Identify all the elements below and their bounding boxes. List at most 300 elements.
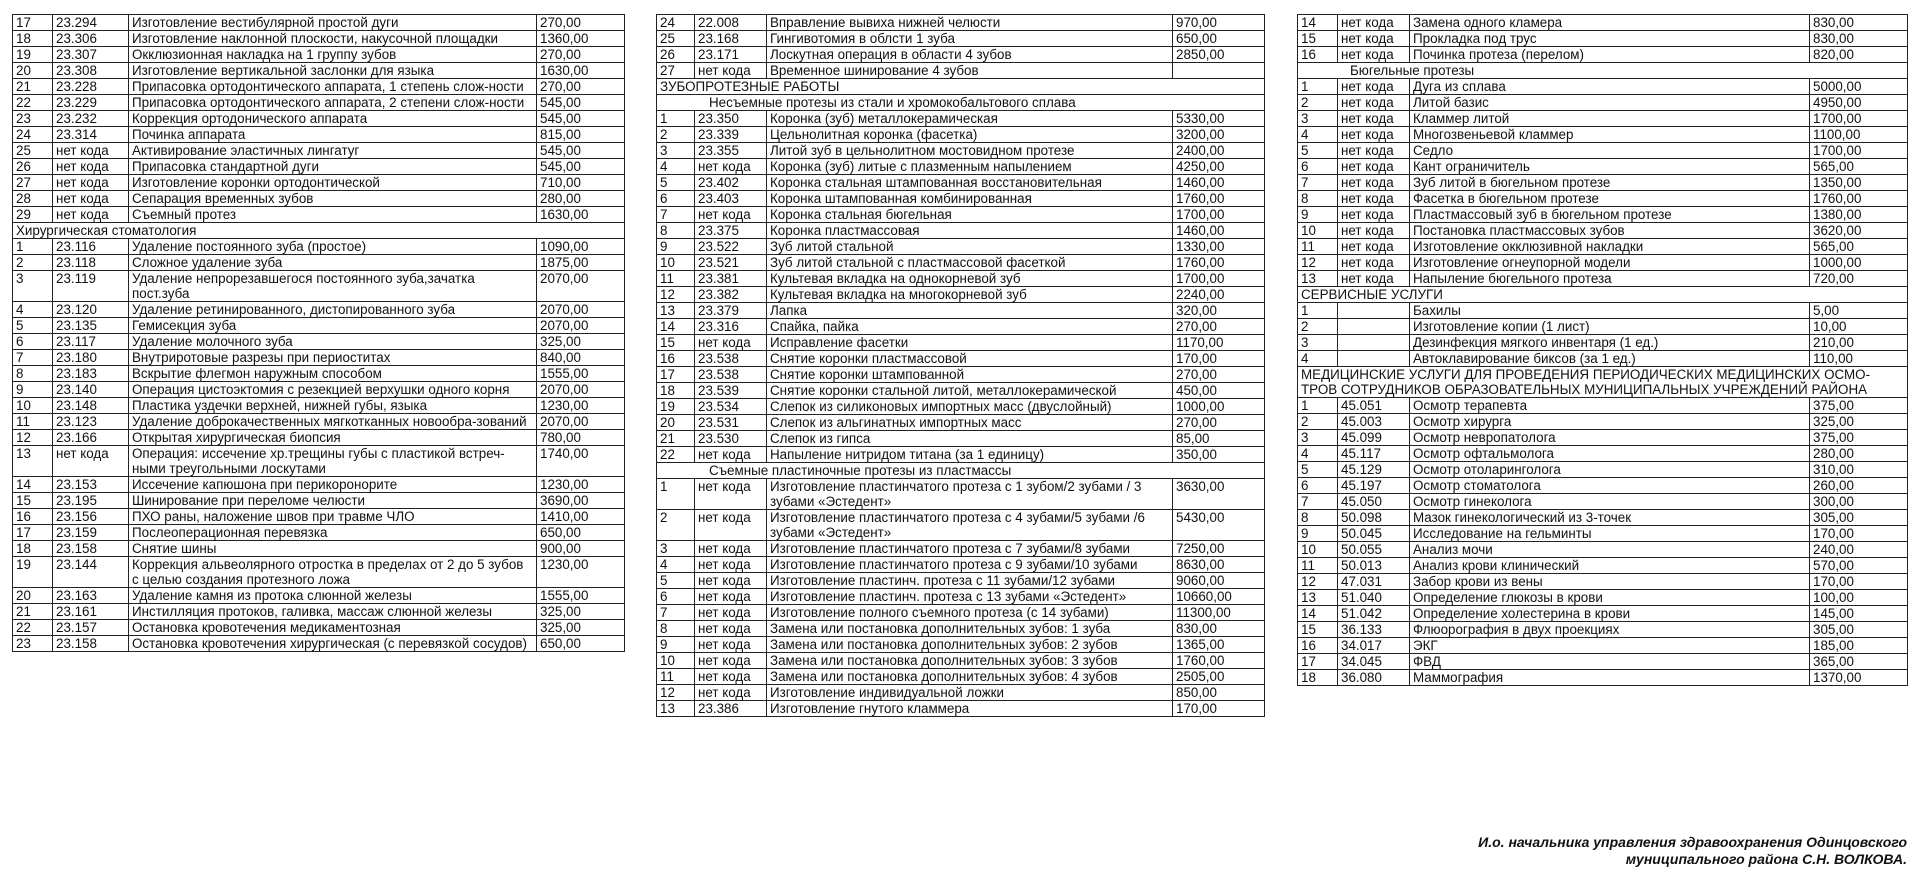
row-number: 7 bbox=[657, 605, 695, 621]
row-number: 1 bbox=[657, 111, 695, 127]
service-price: 1000,00 bbox=[1173, 399, 1265, 415]
table-row bbox=[13, 604, 625, 620]
table-row bbox=[13, 271, 625, 302]
service-price: 100,00 bbox=[1810, 590, 1908, 606]
service-code: нет кода bbox=[695, 207, 767, 223]
row-number: 26 bbox=[657, 47, 695, 63]
service-name: Напыление бюгельного протеза bbox=[1410, 271, 1810, 287]
service-name: Послеоперационная перевязка bbox=[129, 525, 537, 541]
service-code: нет кода bbox=[695, 541, 767, 557]
service-name: Изготовление копии (1 лист) bbox=[1410, 319, 1810, 335]
service-code: нет кода bbox=[695, 605, 767, 621]
row-number: 28 bbox=[13, 191, 53, 207]
row-number: 6 bbox=[1298, 159, 1338, 175]
service-name: Внутриротовые разрезы при периоститах bbox=[129, 350, 537, 366]
service-price: 4250,00 bbox=[1173, 159, 1265, 175]
table-row bbox=[657, 239, 1265, 255]
service-name: Исследование на гельминты bbox=[1410, 526, 1810, 542]
service-code: нет кода bbox=[53, 159, 129, 175]
service-code: нет кода bbox=[695, 685, 767, 701]
table-row bbox=[13, 31, 625, 47]
table-row bbox=[13, 493, 625, 509]
row-number: 22 bbox=[13, 620, 53, 636]
row-number: 7 bbox=[657, 207, 695, 223]
service-price: 5,00 bbox=[1810, 303, 1908, 319]
service-code: 23.538 bbox=[695, 367, 767, 383]
service-price: 320,00 bbox=[1173, 303, 1265, 319]
subsection-header-row bbox=[657, 95, 1265, 111]
row-number: 17 bbox=[13, 525, 53, 541]
row-number: 7 bbox=[1298, 494, 1338, 510]
service-code: 23.120 bbox=[53, 302, 129, 318]
service-code: нет кода bbox=[1338, 47, 1410, 63]
table-row bbox=[1298, 542, 1908, 558]
section-title: МЕДИЦИНСКИЕ УСЛУГИ ДЛЯ ПРОВЕДЕНИЯ ПЕРИОДИЧЕСКИХ МЕДИЦИНСКИХ ОСМО-ТРОВ СОТРУДНИКОВ ОБРАЗОВАТЕЛЬНЫХ МУНИЦИПАЛЬНЫХ УЧРЕЖДЕНИЙ РАЙОНА bbox=[1298, 367, 1908, 398]
service-price: 240,00 bbox=[1810, 542, 1908, 558]
table-row bbox=[657, 303, 1265, 319]
service-code: нет кода bbox=[695, 653, 767, 669]
service-code: 22.008 bbox=[695, 15, 767, 31]
service-name: Коронка стальная штампованная восстановительная bbox=[767, 175, 1173, 191]
service-code: 23.157 bbox=[53, 620, 129, 636]
service-price: 2505,00 bbox=[1173, 669, 1265, 685]
table-row bbox=[13, 525, 625, 541]
service-price: 1000,00 bbox=[1810, 255, 1908, 271]
table-row bbox=[13, 63, 625, 79]
table-row bbox=[1298, 430, 1908, 446]
service-code: нет кода bbox=[1338, 15, 1410, 31]
service-name: Остановка кровотечения хирургическая (с перевязкой сосудов) bbox=[129, 636, 537, 652]
service-name: Припасовка ортодонтического аппарата, 1 степень слож-ности bbox=[129, 79, 537, 95]
service-name: Цельнолитная коронка (фасетка) bbox=[767, 127, 1173, 143]
row-number: 20 bbox=[657, 415, 695, 431]
service-price: 1555,00 bbox=[537, 588, 625, 604]
service-code: 23.307 bbox=[53, 47, 129, 63]
row-number: 1 bbox=[657, 479, 695, 510]
service-name: Снятие коронки штампованной bbox=[767, 367, 1173, 383]
service-price: 1700,00 bbox=[1173, 271, 1265, 287]
table-row bbox=[13, 541, 625, 557]
service-name: Определение глюкозы в крови bbox=[1410, 590, 1810, 606]
table-row bbox=[13, 636, 625, 652]
table-row bbox=[13, 398, 625, 414]
table-row bbox=[1298, 494, 1908, 510]
row-number: 9 bbox=[13, 382, 53, 398]
service-price: 650,00 bbox=[537, 636, 625, 652]
row-number: 16 bbox=[657, 351, 695, 367]
service-name: Спайка, пайка bbox=[767, 319, 1173, 335]
service-name: Иссечение капюшона при перикоронорите bbox=[129, 477, 537, 493]
service-code: 23.163 bbox=[53, 588, 129, 604]
service-name: Замена одного кламера bbox=[1410, 15, 1810, 31]
row-number: 6 bbox=[657, 191, 695, 207]
row-number: 12 bbox=[13, 430, 53, 446]
service-code: 45.051 bbox=[1338, 398, 1410, 414]
table-row bbox=[13, 318, 625, 334]
service-code: 45.117 bbox=[1338, 446, 1410, 462]
service-code: 36.133 bbox=[1338, 622, 1410, 638]
service-price: 10,00 bbox=[1810, 319, 1908, 335]
service-price: 970,00 bbox=[1173, 15, 1265, 31]
table-row bbox=[1298, 79, 1908, 95]
row-number: 3 bbox=[1298, 111, 1338, 127]
row-number: 23 bbox=[13, 111, 53, 127]
service-code bbox=[1338, 303, 1410, 319]
row-number: 5 bbox=[657, 175, 695, 191]
table-row bbox=[13, 557, 625, 588]
service-code: 23.159 bbox=[53, 525, 129, 541]
table-row bbox=[1298, 143, 1908, 159]
row-number: 11 bbox=[657, 271, 695, 287]
row-number: 3 bbox=[13, 271, 53, 302]
service-code: 23.118 bbox=[53, 255, 129, 271]
table-row bbox=[1298, 95, 1908, 111]
service-price: 1630,00 bbox=[537, 207, 625, 223]
service-code: 23.229 bbox=[53, 95, 129, 111]
table-row bbox=[657, 143, 1265, 159]
row-number: 24 bbox=[13, 127, 53, 143]
service-name: Осмотр стоматолога bbox=[1410, 478, 1810, 494]
service-name: Коронка (зуб) металлокерамическая bbox=[767, 111, 1173, 127]
service-price: 1230,00 bbox=[537, 557, 625, 588]
table-row bbox=[13, 620, 625, 636]
service-price: 650,00 bbox=[537, 525, 625, 541]
row-number: 17 bbox=[13, 15, 53, 31]
service-code: 50.045 bbox=[1338, 526, 1410, 542]
table-row bbox=[657, 589, 1265, 605]
service-code: 23.382 bbox=[695, 287, 767, 303]
table-row bbox=[657, 621, 1265, 637]
row-number: 4 bbox=[1298, 127, 1338, 143]
service-price: 3630,00 bbox=[1173, 479, 1265, 510]
service-price: 270,00 bbox=[537, 47, 625, 63]
service-code: 23.180 bbox=[53, 350, 129, 366]
service-price: 325,00 bbox=[537, 604, 625, 620]
table-row bbox=[13, 159, 625, 175]
service-name: Постановка пластмассовых зубов bbox=[1410, 223, 1810, 239]
service-name: Удаление непрорезавшегося постоянного зуба,зачатка пост.зуба bbox=[129, 271, 537, 302]
row-number: 2 bbox=[1298, 319, 1338, 335]
table-row bbox=[657, 175, 1265, 191]
service-name: Вскрытие флегмон наружным способом bbox=[129, 366, 537, 382]
service-price: 350,00 bbox=[1173, 447, 1265, 463]
table-row bbox=[1298, 558, 1908, 574]
table-row bbox=[13, 588, 625, 604]
row-number: 18 bbox=[13, 31, 53, 47]
service-price: 545,00 bbox=[537, 143, 625, 159]
row-number: 8 bbox=[13, 366, 53, 382]
service-price: 1365,00 bbox=[1173, 637, 1265, 653]
price-column-2 bbox=[656, 14, 1264, 717]
table-row bbox=[1298, 191, 1908, 207]
row-number: 10 bbox=[13, 398, 53, 414]
service-price: 270,00 bbox=[1173, 319, 1265, 335]
service-code: 23.538 bbox=[695, 351, 767, 367]
service-price: 1760,00 bbox=[1173, 255, 1265, 271]
row-number: 17 bbox=[657, 367, 695, 383]
row-number: 12 bbox=[1298, 255, 1338, 271]
service-price: 170,00 bbox=[1173, 701, 1265, 717]
service-name: Изготовление полного съемного протеза (с 14 зубами) bbox=[767, 605, 1173, 621]
table-row bbox=[657, 383, 1265, 399]
service-name: Изготовление вестибулярной простой дуги bbox=[129, 15, 537, 31]
service-name: Седло bbox=[1410, 143, 1810, 159]
table-row bbox=[657, 685, 1265, 701]
row-number: 11 bbox=[13, 414, 53, 430]
service-code: 23.308 bbox=[53, 63, 129, 79]
section-header-row bbox=[657, 79, 1265, 95]
row-number: 2 bbox=[1298, 414, 1338, 430]
table-row bbox=[1298, 207, 1908, 223]
table-row bbox=[13, 143, 625, 159]
service-price: 85,00 bbox=[1173, 431, 1265, 447]
service-code: 23.531 bbox=[695, 415, 767, 431]
service-name: Замена или постановка дополнительных зубов: 2 зубов bbox=[767, 637, 1173, 653]
service-price: 1380,00 bbox=[1810, 207, 1908, 223]
row-number: 5 bbox=[13, 318, 53, 334]
service-code: нет кода bbox=[1338, 271, 1410, 287]
table-row bbox=[657, 207, 1265, 223]
service-name: Удаление постоянного зуба (простое) bbox=[129, 239, 537, 255]
service-price: 2070,00 bbox=[537, 382, 625, 398]
service-price: 280,00 bbox=[1810, 446, 1908, 462]
service-name: ЭКГ bbox=[1410, 638, 1810, 654]
subsection-header-row bbox=[1298, 63, 1908, 79]
table-row bbox=[657, 15, 1265, 31]
price-table bbox=[1297, 14, 1908, 686]
table-row bbox=[1298, 351, 1908, 367]
service-name: Культевая вкладка на многокорневой зуб bbox=[767, 287, 1173, 303]
price-table bbox=[12, 14, 625, 652]
row-number: 5 bbox=[1298, 143, 1338, 159]
service-name: Слепок из альгинатных импортных масс bbox=[767, 415, 1173, 431]
service-name: Кламмер литой bbox=[1410, 111, 1810, 127]
section-header-row bbox=[1298, 287, 1908, 303]
service-price: 565,00 bbox=[1810, 239, 1908, 255]
table-row bbox=[1298, 526, 1908, 542]
table-row bbox=[657, 335, 1265, 351]
service-price: 1230,00 bbox=[537, 477, 625, 493]
service-price: 1370,00 bbox=[1810, 670, 1908, 686]
service-price: 545,00 bbox=[537, 111, 625, 127]
service-name: Флюорография в двух проекциях bbox=[1410, 622, 1810, 638]
row-number: 15 bbox=[657, 335, 695, 351]
service-name: Изготовление вертикальной заслонки для языка bbox=[129, 63, 537, 79]
service-price: 375,00 bbox=[1810, 430, 1908, 446]
service-code: нет кода bbox=[53, 191, 129, 207]
table-row bbox=[1298, 335, 1908, 351]
row-number: 8 bbox=[657, 223, 695, 239]
table-row bbox=[13, 446, 625, 477]
row-number: 8 bbox=[1298, 191, 1338, 207]
service-code: 23.294 bbox=[53, 15, 129, 31]
service-price: 185,00 bbox=[1810, 638, 1908, 654]
service-price: 545,00 bbox=[537, 159, 625, 175]
service-price: 820,00 bbox=[1810, 47, 1908, 63]
row-number: 27 bbox=[657, 63, 695, 79]
service-name: Припасовка стандартной дуги bbox=[129, 159, 537, 175]
row-number: 13 bbox=[657, 303, 695, 319]
service-code: нет кода bbox=[1338, 255, 1410, 271]
service-name: Бахилы bbox=[1410, 303, 1810, 319]
service-price: 170,00 bbox=[1810, 574, 1908, 590]
service-price: 1230,00 bbox=[537, 398, 625, 414]
section-title: Хирургическая стоматология bbox=[13, 223, 625, 239]
service-price: 280,00 bbox=[537, 191, 625, 207]
service-price: 3200,00 bbox=[1173, 127, 1265, 143]
table-row bbox=[657, 431, 1265, 447]
service-price: 375,00 bbox=[1810, 398, 1908, 414]
service-code: 45.050 bbox=[1338, 494, 1410, 510]
row-number: 26 bbox=[13, 159, 53, 175]
table-row bbox=[657, 447, 1265, 463]
service-name: Дуга из сплава bbox=[1410, 79, 1810, 95]
table-row bbox=[13, 430, 625, 446]
service-name: Лапка bbox=[767, 303, 1173, 319]
service-code: 23.402 bbox=[695, 175, 767, 191]
row-number: 1 bbox=[1298, 398, 1338, 414]
row-number: 7 bbox=[1298, 175, 1338, 191]
service-name: Изготовление окклюзивной накладки bbox=[1410, 239, 1810, 255]
service-name: Изготовление наклонной плоскости, накусочной площадки bbox=[129, 31, 537, 47]
service-price: 830,00 bbox=[1810, 31, 1908, 47]
table-row bbox=[13, 477, 625, 493]
service-price: 1740,00 bbox=[537, 446, 625, 477]
service-code: нет кода bbox=[695, 335, 767, 351]
service-code: 23.158 bbox=[53, 541, 129, 557]
row-number: 22 bbox=[13, 95, 53, 111]
service-code: 23.530 bbox=[695, 431, 767, 447]
service-price: 1760,00 bbox=[1173, 191, 1265, 207]
service-price: 1700,00 bbox=[1810, 143, 1908, 159]
table-row bbox=[657, 127, 1265, 143]
service-price: 270,00 bbox=[1173, 415, 1265, 431]
service-price: 2070,00 bbox=[537, 271, 625, 302]
service-price: 110,00 bbox=[1810, 351, 1908, 367]
table-row bbox=[657, 573, 1265, 589]
row-number: 10 bbox=[1298, 542, 1338, 558]
row-number: 16 bbox=[1298, 47, 1338, 63]
table-row bbox=[1298, 239, 1908, 255]
service-price: 170,00 bbox=[1810, 526, 1908, 542]
service-name: Коронка штампованная комбинированная bbox=[767, 191, 1173, 207]
table-row bbox=[1298, 398, 1908, 414]
service-name: Снятие коронки стальной литой, металлокерамической bbox=[767, 383, 1173, 399]
row-number: 11 bbox=[1298, 239, 1338, 255]
service-name: Слепок из гипса bbox=[767, 431, 1173, 447]
service-name: Лоскутная операция в области 4 зубов bbox=[767, 47, 1173, 63]
row-number: 21 bbox=[13, 79, 53, 95]
service-price: 1350,00 bbox=[1810, 175, 1908, 191]
service-name: Литой зуб в цельнолитном мостовидном протезе bbox=[767, 143, 1173, 159]
service-price: 11300,00 bbox=[1173, 605, 1265, 621]
service-price: 1555,00 bbox=[537, 366, 625, 382]
row-number: 13 bbox=[13, 446, 53, 477]
table-row bbox=[1298, 223, 1908, 239]
service-price: 545,00 bbox=[537, 95, 625, 111]
service-price: 1330,00 bbox=[1173, 239, 1265, 255]
table-row bbox=[13, 191, 625, 207]
service-name: Удаление камня из протока слюнной железы bbox=[129, 588, 537, 604]
service-name: Коронка стальная бюгельная bbox=[767, 207, 1173, 223]
service-name: Изготовление пластинчатого протеза с 4 зубами/5 зубами /6 зубами «Эстедент» bbox=[767, 510, 1173, 541]
service-code: 23.306 bbox=[53, 31, 129, 47]
service-price: 1630,00 bbox=[537, 63, 625, 79]
service-price: 325,00 bbox=[537, 334, 625, 350]
service-code: 23.168 bbox=[695, 31, 767, 47]
row-number: 4 bbox=[1298, 446, 1338, 462]
service-price: 7250,00 bbox=[1173, 541, 1265, 557]
row-number: 14 bbox=[657, 319, 695, 335]
service-name: Изготовление пластинчатого протеза с 7 зубами/8 зубами bbox=[767, 541, 1173, 557]
service-code: нет кода bbox=[695, 669, 767, 685]
service-name: Коронка пластмассовая bbox=[767, 223, 1173, 239]
service-name: Удаление доброкачественных мягкотканных новообра-зований bbox=[129, 414, 537, 430]
service-code: 23.156 bbox=[53, 509, 129, 525]
service-name: Осмотр отоларинголога bbox=[1410, 462, 1810, 478]
service-name: ФВД bbox=[1410, 654, 1810, 670]
service-name: Сепарация временных зубов bbox=[129, 191, 537, 207]
service-price: 1760,00 bbox=[1810, 191, 1908, 207]
service-price: 650,00 bbox=[1173, 31, 1265, 47]
service-code: 51.040 bbox=[1338, 590, 1410, 606]
service-price: 300,00 bbox=[1810, 494, 1908, 510]
row-number: 19 bbox=[13, 557, 53, 588]
table-row bbox=[13, 47, 625, 63]
service-code: нет кода bbox=[695, 447, 767, 463]
section-title: ЗУБОПРОТЕЗНЫЕ РАБОТЫ bbox=[657, 79, 1265, 95]
service-price: 2400,00 bbox=[1173, 143, 1265, 159]
table-row bbox=[657, 271, 1265, 287]
table-row bbox=[13, 95, 625, 111]
signature-line-1: И.о. начальника управления здравоохранения Одинцовского bbox=[1478, 834, 1907, 850]
row-number: 6 bbox=[657, 589, 695, 605]
row-number: 9 bbox=[657, 637, 695, 653]
price-column-3 bbox=[1297, 14, 1907, 686]
table-row bbox=[13, 382, 625, 398]
table-row bbox=[657, 557, 1265, 573]
service-code: 23.195 bbox=[53, 493, 129, 509]
table-row bbox=[13, 79, 625, 95]
service-name: Коронка (зуб) литые с плазменным напылением bbox=[767, 159, 1173, 175]
service-name: Временное шинирование 4 зубов bbox=[767, 63, 1173, 79]
service-code: 23.522 bbox=[695, 239, 767, 255]
service-code: 23.350 bbox=[695, 111, 767, 127]
service-name: Операция цистоэктомия с резекцией верхушки одного корня bbox=[129, 382, 537, 398]
service-code: нет кода bbox=[1338, 207, 1410, 223]
service-price: 1760,00 bbox=[1173, 653, 1265, 669]
service-name: Дезинфекция мягкого инвентаря (1 ед.) bbox=[1410, 335, 1810, 351]
service-code: 23.183 bbox=[53, 366, 129, 382]
table-row bbox=[1298, 574, 1908, 590]
table-row bbox=[657, 637, 1265, 653]
service-name: Починка аппарата bbox=[129, 127, 537, 143]
service-price: 260,00 bbox=[1810, 478, 1908, 494]
row-number: 21 bbox=[657, 431, 695, 447]
service-price: 10660,00 bbox=[1173, 589, 1265, 605]
service-price: 815,00 bbox=[537, 127, 625, 143]
table-row bbox=[657, 223, 1265, 239]
service-name: Вправление вывиха нижней челюсти bbox=[767, 15, 1173, 31]
row-number: 7 bbox=[13, 350, 53, 366]
table-row bbox=[1298, 606, 1908, 622]
service-name: Шинирование при переломе челюсти bbox=[129, 493, 537, 509]
service-name: Изготовление гнутого кламмера bbox=[767, 701, 1173, 717]
service-code: 51.042 bbox=[1338, 606, 1410, 622]
service-price: 900,00 bbox=[537, 541, 625, 557]
service-name: Удаление ретинированного, дистопированного зуба bbox=[129, 302, 537, 318]
service-code: нет кода bbox=[53, 175, 129, 191]
